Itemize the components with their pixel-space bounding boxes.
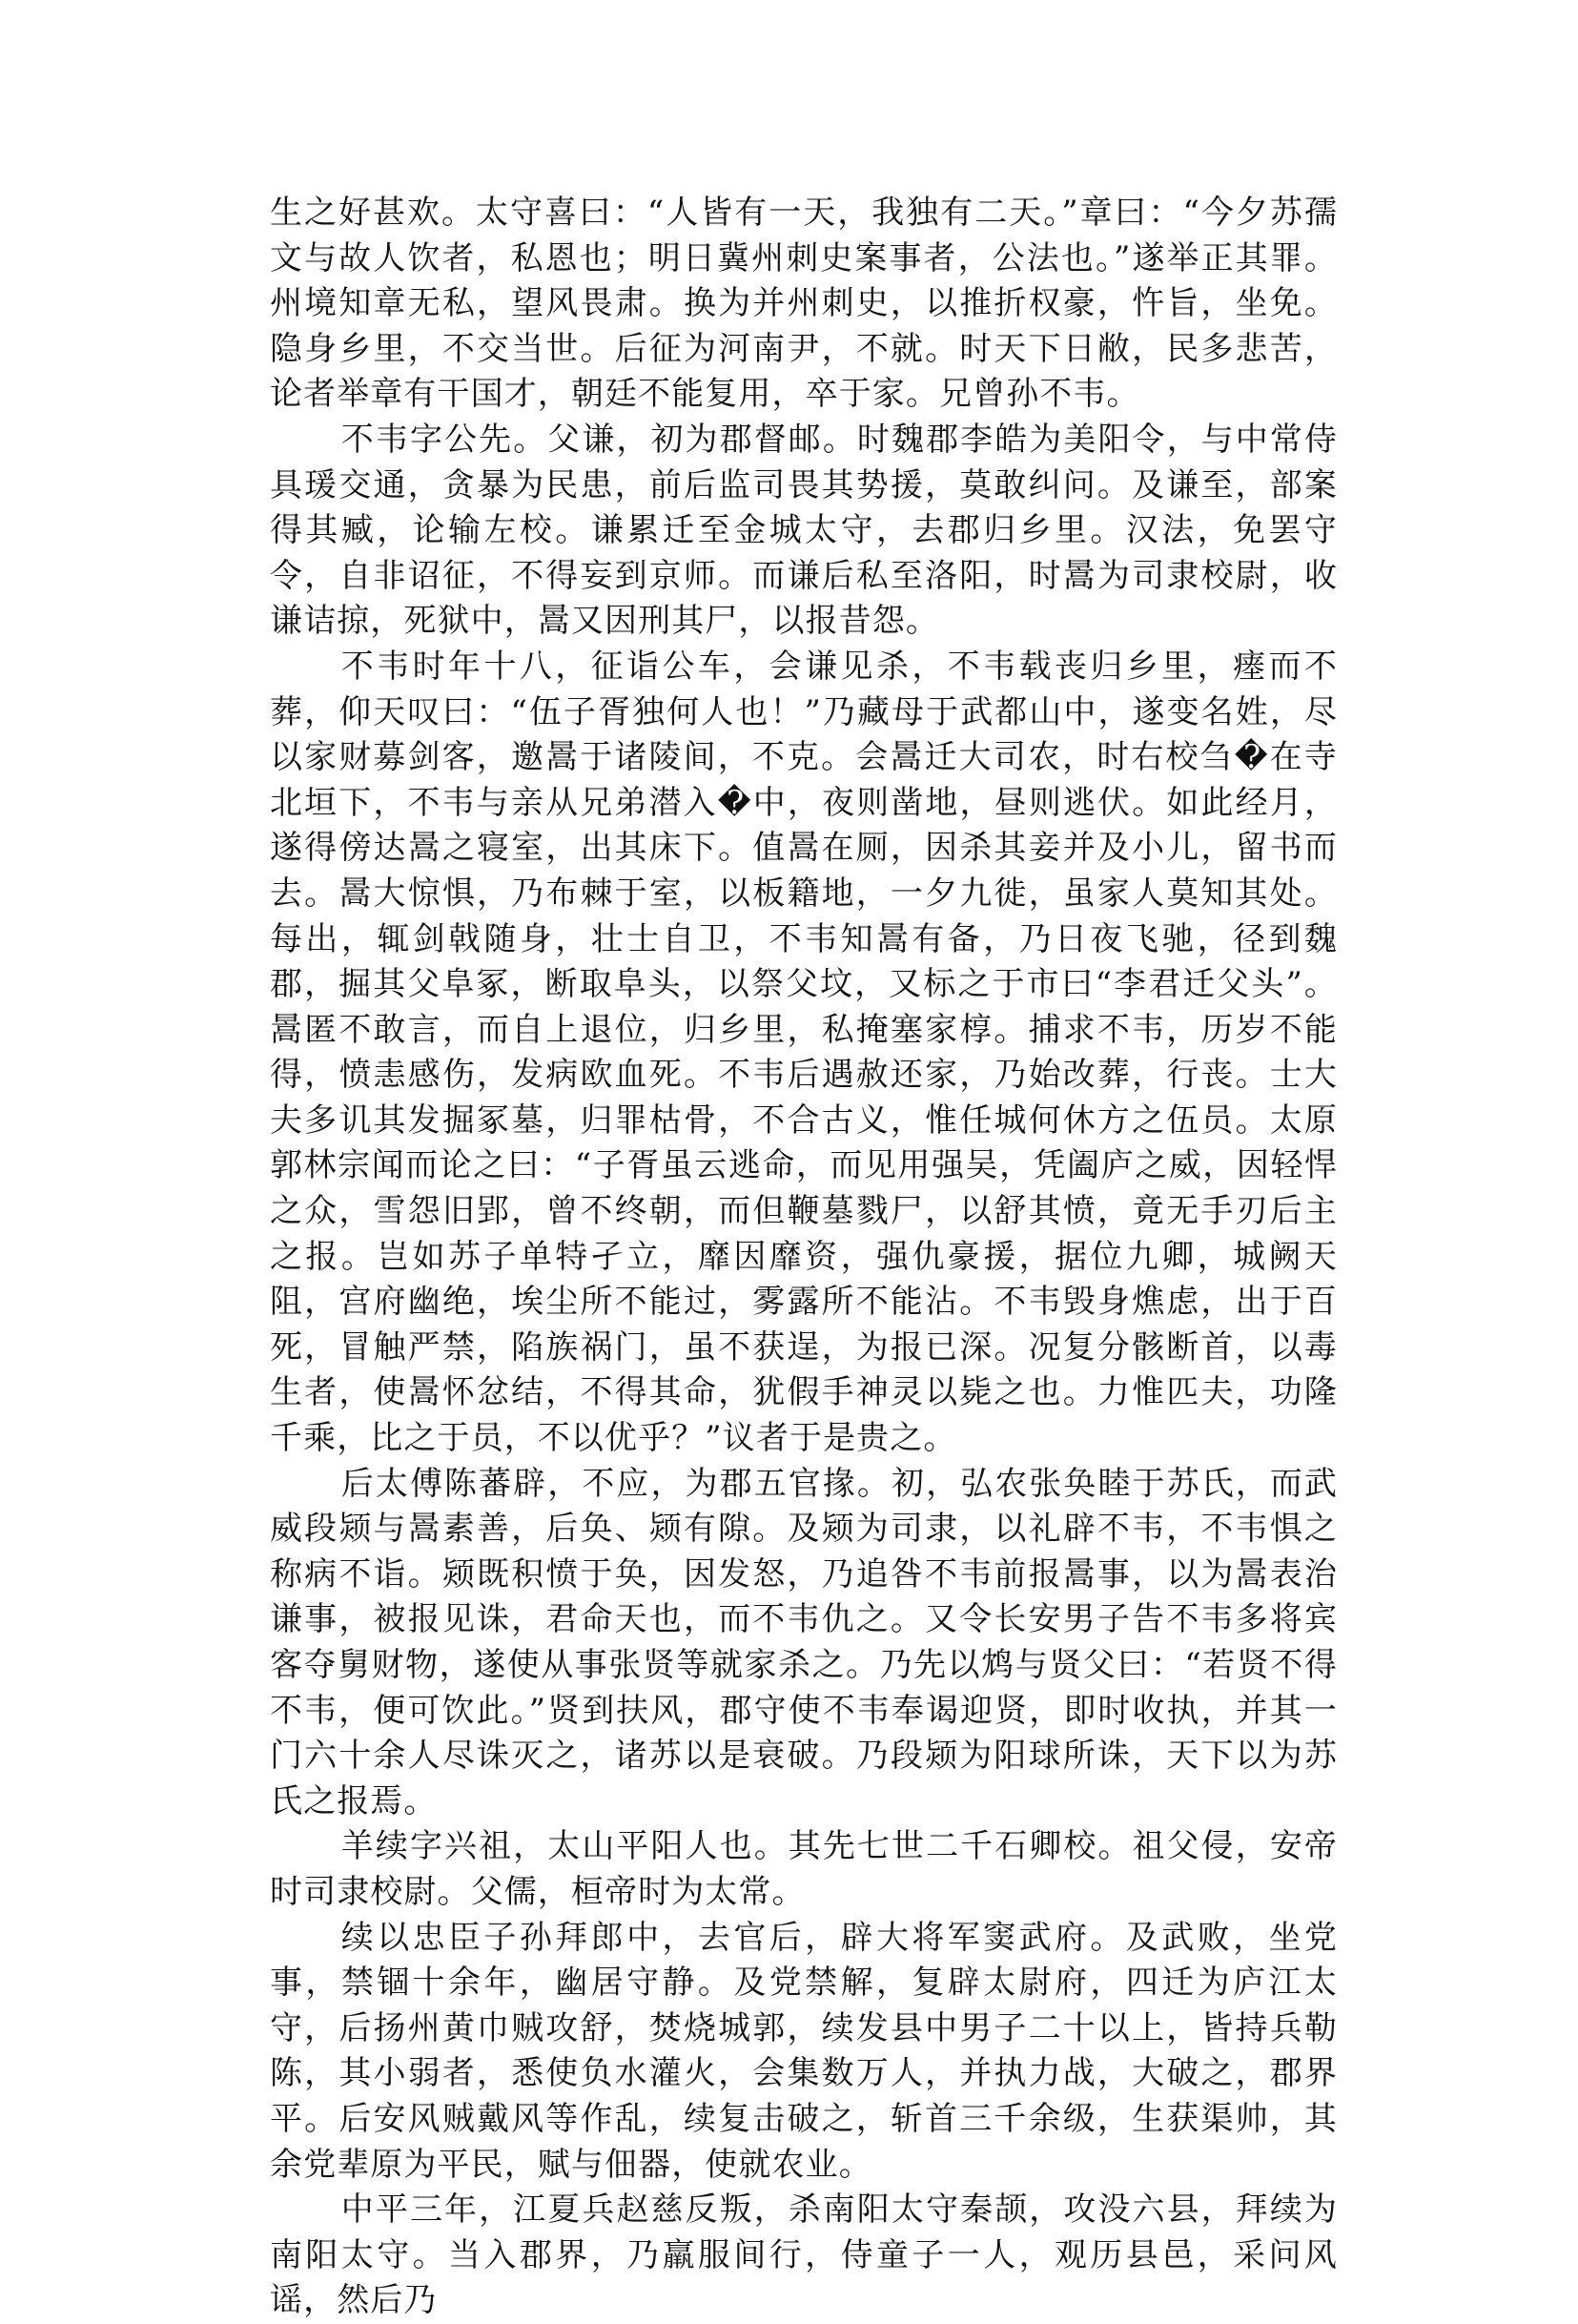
body-text	[270, 191, 1338, 2324]
paragraph-4: 后太傅陈蕃辟，不应，为郡五官掾。初，弘农张奂睦于苏氏，而武威段颎与暠素善，后奂、颎有隙。及颎为司隶，以礼辟不韦，不韦惧之称病不诣。颎既积愤于奂，因发怒，乃追咎不韦前报暠事，以为暠表治谦事，被报见诛，君命天也，而不韦仇之。又令长安男子告不韦多将宾客夺舅财物，遂使从事张贤等就家杀之。乃先以鸩与贤父曰：“若贤不得不韦，便可饮此。”贤到扶风，郡守使不韦奉谒迎贤，即时收执，并其一门六十余人尽诛灭之，诸苏以是衰破。乃段颎为阳球所诛，天下以为苏氏之报焉。	[270, 1464, 1338, 1820]
paragraph-5: 羊续字兴祖，太山平阳人也。其先七世二千石卿校。祖父侵，安帝时司隶校尉。父儒，桓帝时为太常。	[270, 1827, 1338, 1911]
paragraph-3: 不韦时年十八，征诣公车，会谦见杀，不韦载丧归乡里，瘗而不葬，仰天叹曰：“伍子胥独何人也！”乃藏母于武都山中，遂变名姓，尽以家财募剑客，邀暠于诸陵间，不克。会暠迁大司农，时右校刍�在寺北垣下，不韦与亲从兄弟潜入�中，夜则凿地，昼则逃伏。如此经月，遂得傍达暠之寝室，出其床下。值暠在厕，因杀其妾并及小儿，留书而去。暠大惊惧，乃布棘于室，以板籍地，一夕九徙，虽家人莫知其处。每出，辄剑戟随身，壮士自卫，不韦知暠有备，乃日夜飞驰，径到魏郡，掘其父阜冢，断取阜头，以祭父坟，又标之于市曰“李君迁父头”。暠匿不敢言，而自上退位，归乡里，私掩塞家椁。捕求不韦，历岁不能得，愤恚感伤，发病欧血死。不韦后遇赦还家，乃始改葬，行丧。士大夫多讥其发掘冢墓，归罪枯骨，不合古义，惟任城何休方之伍员。太原郭林宗闻而论之曰：“子胥虽云逃命，而见用强吴，凭阖庐之威，因轻悍之众，雪怨旧郢，曾不终朝，而但鞭墓戮尸，以舒其愤，竟无手刃后主之报。岂如苏子单特孑立，靡因靡资，强仇豪援，据位九卿，城阙天阻，宫府幽绝，埃尘所不能过，雾露所不能沾。不韦毁身燋虑，出于百死，冒触严禁，陷族祸门，虽不获逞，为报已深。况复分骸断首，以毒生者，使暠怀忿结，不得其命，犹假手神灵以毙之也。力惟匹夫，功隆千乘，比之于员，不以优乎？”议者于是贵之。	[270, 647, 1338, 1458]
paragraph-7: 中平三年，江夏兵赵慈反叛，杀南阳太守秦颉，攻没六县，拜续为南阳太守。当入郡界，乃羸服间行，侍童子一人，观历县邑，采问风谣，然后乃	[270, 2190, 1338, 2320]
paragraph-2: 不韦字公先。父谦，初为郡督邮。时魏郡李皓为美阳令，与中常侍具瑗交通，贪暴为民患，前后监司畏其势援，莫敢纠问。及谦至，部案得其臧，论输左校。谦累迁至金城太守，去郡归乡里。汉法，免罢守令，自非诏征，不得妄到京师。而谦后私至洛阳，时暠为司隶校尉，收谦诘掠，死狱中，暠又因刑其尸，以报昔怨。	[270, 420, 1338, 641]
paragraph-6: 续以忠臣子孙拜郎中，去官后，辟大将军窦武府。及武败，坐党事，禁锢十余年，幽居守静。及党禁解，复辟太尉府，四迁为庐江太守，后扬州黄巾贼攻舒，焚烧城郭，续发县中男子二十以上，皆持兵勒陈，其小弱者，悉使负水灌火，会集数万人，并执力战，大破之，郡界平。后安风贼戴风等作乱，续复击破之，斩首三千余级，生获渠帅，其余党辈原为平民，赋与佃器，使就农业。	[270, 1918, 1338, 2184]
paragraph-1: 生之好甚欢。太守喜曰：“人皆有一天，我独有二天。”章曰：“今夕苏孺文与故人饮者，私恩也；明日冀州刺史案事者，公法也。”遂举正其罪。州境知章无私，望风畏肃。换为并州刺史，以推折权豪，忤旨，坐免。隐身乡里，不交当世。后征为河南尹，不就。时天下日敝，民多悲苦，论者举章有干国才，朝廷不能复用，卒于家。兄曾孙不韦。	[270, 194, 1338, 414]
